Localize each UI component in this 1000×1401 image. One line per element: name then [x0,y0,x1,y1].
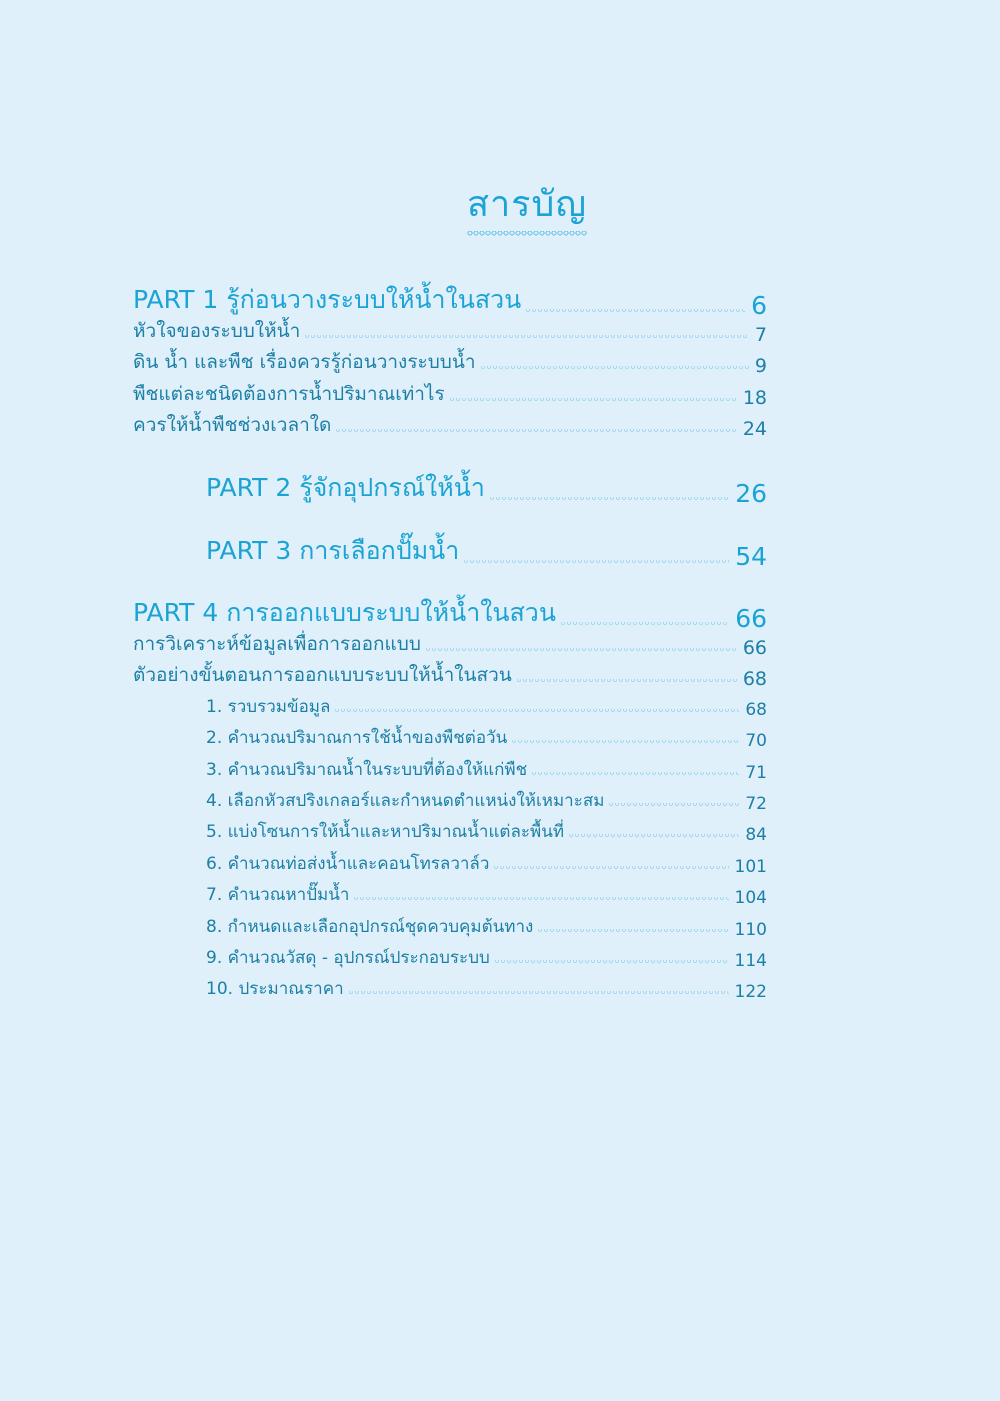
toc-entry-section[interactable] [133,410,767,440]
toc-entry-step[interactable] [206,944,767,971]
toc-entry-section[interactable] [133,660,767,690]
toc-entry-part-1[interactable] [133,280,767,320]
toc-entry-section[interactable] [133,379,767,409]
dotted-leader [531,772,739,777]
toc-entry-title: PART 2 รู้จักอุปกรณ์ให้น้ำ [206,473,485,502]
toc-entry-title: การวิเคราะห์ข้อมูลเพื่อการออกแบบ [133,633,421,655]
toc-entry-page: 104 [734,888,767,908]
toc-entry-title: 9. คำนวณวัสดุ - อุปกรณ์ประกอบระบบ [206,948,490,968]
dotted-leader [493,866,728,871]
toc-entry-part-4[interactable] [133,593,767,633]
toc-entry-title: 6. คำนวณท่อส่งน้ำและคอนโทรลวาล์ว [206,854,490,874]
toc-entry-step[interactable] [206,787,767,814]
dotted-leader [480,366,749,371]
dotted-leader [348,991,729,996]
toc-entry-title: 4. เลือกหัวสปริงเกลอร์และกำหนดตำแหน่งให้เหมาะสม [206,791,605,811]
toc-entry-step[interactable] [206,850,767,877]
toc-entry-title: ควรให้น้ำพืชช่วงเวลาใด [133,414,332,436]
toc-entry-page: 68 [742,668,767,690]
dotted-leader [608,803,739,808]
toc-entry-page: 66 [735,604,767,633]
toc-entry-title: PART 1 รู้ก่อนวางระบบให้น้ำในสวน [133,285,522,314]
toc-entry-title: พืชแต่ละชนิดต้องการน้ำปริมาณเท่าไร [133,383,445,405]
toc-entry-step[interactable] [206,913,767,940]
dotted-leader [525,309,745,314]
toc-entry-title: 5. แบ่งโซนการให้น้ำและหาปริมาณน้ำแต่ละพื้นที่ [206,822,565,842]
page-title-text: สารบัญ [467,175,587,236]
toc-entry-step[interactable] [206,756,767,783]
dotted-leader [334,709,739,714]
dotted-leader [511,740,739,745]
toc-entry-page: 122 [734,982,767,1002]
toc-entry-title: 2. คำนวณปริมาณการใช้น้ำของพืชต่อวัน [206,728,508,748]
toc-entry-page: 18 [742,387,767,409]
toc-entry-page: 6 [751,291,767,320]
toc-entry-section[interactable] [133,629,767,659]
toc-entry-section[interactable] [133,347,767,377]
page-title [0,175,1000,236]
toc-entry-page: 110 [734,920,767,940]
toc-entry-page: 9 [754,355,767,377]
toc-entry-part-3[interactable] [206,531,767,571]
dotted-leader [516,679,737,684]
toc-entry-page: 114 [734,951,767,971]
toc-entry-page: 7 [754,324,767,346]
toc-entry-page: 24 [742,418,767,440]
dotted-leader [489,497,729,502]
dotted-leader [304,335,749,340]
toc-entry-page: 70 [745,731,767,751]
dotted-leader [463,560,729,565]
dotted-leader [425,648,737,653]
toc-entry-step[interactable] [206,693,767,720]
dotted-leader [449,398,737,403]
toc-entry-section[interactable] [133,316,767,346]
toc-entry-page: 66 [742,637,767,659]
toc-entry-part-2[interactable] [206,468,767,508]
toc-entry-title: หัวใจของระบบให้น้ำ [133,320,301,342]
toc-entry-page: 84 [745,825,767,845]
dotted-leader [537,929,728,934]
dotted-leader [560,622,729,627]
toc-entry-title: ดิน น้ำ และพืช เรื่องควรรู้ก่อนวางระบบน้ำ [133,351,476,373]
toc-entry-page: 26 [735,479,767,508]
toc-entry-page: 68 [745,700,767,720]
toc-entry-page: 72 [745,794,767,814]
toc-entry-title: 7. คำนวณหาปั๊มน้ำ [206,885,350,905]
toc-entry-page: 101 [734,857,767,877]
toc-entry-page: 54 [735,542,767,571]
toc-entry-title: PART 3 การเลือกปั๊มน้ำ [206,536,460,565]
dotted-leader [353,897,728,902]
dotted-leader [494,960,729,965]
dotted-leader [335,429,736,434]
toc-entry-title: ตัวอย่างขั้นตอนการออกแบบระบบให้น้ำในสวน [133,664,512,686]
toc-entry-step[interactable] [206,975,767,1002]
toc-entry-title: 10. ประมาณราคา [206,979,344,999]
toc-entry-title: 8. กำหนดและเลือกอุปกรณ์ชุดควบคุมต้นทาง [206,917,534,937]
toc-entry-step[interactable] [206,818,767,845]
toc-entry-title: 1. รวบรวมข้อมูล [206,697,331,717]
toc-entry-step[interactable] [206,724,767,751]
dotted-leader [568,834,739,839]
toc-entry-step[interactable] [206,881,767,908]
toc-entry-title: 3. คำนวณปริมาณน้ำในระบบที่ต้องให้แก่พืช [206,760,528,780]
toc-entry-title: PART 4 การออกแบบระบบให้น้ำในสวน [133,598,556,627]
toc-entry-page: 71 [745,763,767,783]
